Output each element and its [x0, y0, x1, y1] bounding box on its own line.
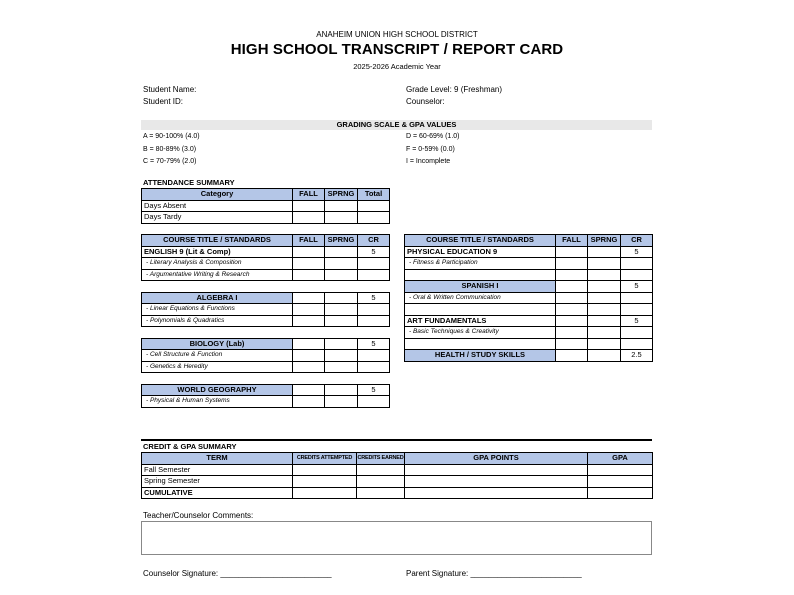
- table-row: [142, 476, 653, 488]
- col-credits-earned: CREDITS EARNED: [357, 453, 405, 465]
- col-total: Total: [358, 189, 390, 201]
- spacer-row: [142, 373, 390, 385]
- cell[interactable]: [556, 350, 588, 362]
- cell[interactable]: [293, 464, 357, 476]
- course-title-pe: PHYSICAL EDUCATION 9: [405, 246, 556, 258]
- cell[interactable]: [293, 200, 325, 212]
- cell[interactable]: [325, 292, 358, 304]
- standard-row: [142, 315, 390, 327]
- standard-label: - Oral & Written Communication: [405, 292, 556, 304]
- cell[interactable]: [293, 350, 325, 362]
- empty-row: [405, 269, 653, 281]
- cell[interactable]: [588, 487, 653, 499]
- col-fall: FALL: [293, 189, 325, 201]
- col-course-title: COURSE TITLE / STANDARDS: [142, 235, 293, 247]
- academic-year: 2025-2026 Academic Year: [353, 62, 441, 71]
- page-title: HIGH SCHOOL TRANSCRIPT / REPORT CARD: [230, 41, 564, 58]
- cell[interactable]: [325, 258, 358, 270]
- empty-row: [405, 338, 653, 350]
- col-spring: SPRNG: [588, 235, 621, 247]
- col-term: TERM: [142, 453, 293, 465]
- credits-pe: 5: [621, 246, 653, 258]
- standard-row: [142, 361, 390, 373]
- grading-scale-left: [143, 131, 200, 169]
- cell[interactable]: [357, 487, 405, 499]
- standard-row: [142, 269, 390, 281]
- days-absent-label: Days Absent: [142, 200, 293, 212]
- cell[interactable]: [358, 200, 390, 212]
- course-row-geography: [142, 384, 390, 396]
- cell[interactable]: [588, 464, 653, 476]
- col-category: Category: [142, 189, 293, 201]
- course-row-biology: [142, 338, 390, 350]
- standard-label: - Linear Equations & Functions: [142, 304, 293, 316]
- cell[interactable]: [588, 269, 621, 281]
- section-divider: [141, 439, 652, 441]
- cell[interactable]: [588, 476, 653, 488]
- cell[interactable]: [588, 258, 621, 270]
- course-title-biology: BIOLOGY (Lab): [142, 338, 293, 350]
- course-row-pe: [405, 246, 653, 258]
- cell[interactable]: [556, 246, 588, 258]
- courses-left-table: [141, 234, 390, 408]
- cell[interactable]: [293, 292, 325, 304]
- cell[interactable]: [358, 396, 390, 408]
- col-spring: SPRNG: [325, 235, 358, 247]
- cell[interactable]: [556, 269, 588, 281]
- cell[interactable]: [405, 487, 588, 499]
- standard-label: - Genetics & Heredity: [142, 361, 293, 373]
- cell[interactable]: [325, 350, 358, 362]
- grade-a: A = 90-100% (4.0): [143, 133, 200, 140]
- cell[interactable]: [325, 246, 358, 258]
- student-name-label: Student Name:: [143, 85, 197, 94]
- attendance-table: [141, 188, 390, 224]
- col-fall: FALL: [556, 235, 588, 247]
- cell[interactable]: [325, 304, 358, 316]
- course-title-algebra: ALGEBRA I: [142, 292, 293, 304]
- cell: [405, 304, 556, 316]
- grade-i: I = Incomplete: [406, 158, 451, 165]
- counselor-signature-line[interactable]: Counselor Signature: _________________________: [143, 569, 332, 578]
- course-title-art: ART FUNDAMENTALS: [405, 315, 556, 327]
- cell[interactable]: [325, 200, 358, 212]
- course-title-geography: WORLD GEOGRAPHY: [142, 384, 293, 396]
- cell[interactable]: [588, 304, 621, 316]
- standard-label: - Polynomials & Quadratics: [142, 315, 293, 327]
- standard-row: [142, 350, 390, 362]
- standard-row: [142, 396, 390, 408]
- cell[interactable]: [325, 315, 358, 327]
- table-row: [142, 200, 390, 212]
- student-id-label: Student ID:: [143, 97, 184, 106]
- cell[interactable]: [588, 338, 621, 350]
- course-row-health: [405, 350, 653, 362]
- cell[interactable]: [293, 304, 325, 316]
- col-credits-attempted: CREDITS ATTEMPTED: [293, 453, 357, 465]
- cell[interactable]: [588, 327, 621, 339]
- grading-scale-title: GRADING SCALE & GPA VALUES: [141, 120, 652, 130]
- cell[interactable]: [358, 315, 390, 327]
- standard-label: - Argumentative Writing & Research: [142, 269, 293, 281]
- cell[interactable]: [325, 338, 358, 350]
- days-tardy-label: Days Tardy: [142, 212, 293, 224]
- cell[interactable]: [293, 269, 325, 281]
- credits-biology: 5: [358, 338, 390, 350]
- term-spring: Spring Semester: [142, 476, 293, 488]
- cell[interactable]: [588, 281, 621, 293]
- cell[interactable]: [621, 292, 653, 304]
- cell[interactable]: [405, 476, 588, 488]
- parent-signature-line[interactable]: Parent Signature: _________________________: [406, 569, 582, 578]
- cell[interactable]: [405, 464, 588, 476]
- cell[interactable]: [293, 384, 325, 396]
- col-credits: CR: [621, 235, 653, 247]
- cell[interactable]: [293, 315, 325, 327]
- cell[interactable]: [556, 315, 588, 327]
- col-gpa-points: GPA POINTS: [405, 453, 588, 465]
- cell[interactable]: [357, 464, 405, 476]
- credits-art: 5: [621, 315, 653, 327]
- cell[interactable]: [556, 304, 588, 316]
- col-credits: CR: [358, 235, 390, 247]
- cell[interactable]: [358, 258, 390, 270]
- standard-label: - Fitness & Participation: [405, 258, 556, 270]
- cell[interactable]: [358, 361, 390, 373]
- course-row-english: [142, 246, 390, 258]
- credits-health: 2.5: [621, 350, 653, 362]
- table-row: [142, 212, 390, 224]
- standard-label: - Physical & Human Systems: [142, 396, 293, 408]
- course-title-health: HEALTH / STUDY SKILLS: [405, 350, 556, 362]
- cell[interactable]: [621, 269, 653, 281]
- cell[interactable]: [621, 304, 653, 316]
- cell[interactable]: [293, 487, 357, 499]
- credits-english: 5: [358, 246, 390, 258]
- col-course-title: COURSE TITLE / STANDARDS: [405, 235, 556, 247]
- standard-row: [405, 292, 653, 304]
- courses-right-table: [404, 234, 653, 362]
- attendance-header-row: [142, 189, 390, 201]
- cell[interactable]: [556, 292, 588, 304]
- grade-d: D = 60-69% (1.0): [406, 133, 460, 140]
- cell[interactable]: [325, 269, 358, 281]
- course-row-art: [405, 315, 653, 327]
- table-row: [142, 487, 653, 499]
- table-row: [142, 464, 653, 476]
- cell[interactable]: [358, 350, 390, 362]
- term-fall: Fall Semester: [142, 464, 293, 476]
- col-gpa: GPA: [588, 453, 653, 465]
- course-row-spanish: [405, 281, 653, 293]
- cell[interactable]: [325, 396, 358, 408]
- cell[interactable]: [293, 246, 325, 258]
- credit-summary-title: CREDIT & GPA SUMMARY: [143, 442, 237, 451]
- cell[interactable]: [325, 361, 358, 373]
- cell[interactable]: [293, 476, 357, 488]
- counselor-label: Counselor:: [406, 97, 445, 106]
- course-title-spanish: SPANISH I: [405, 281, 556, 293]
- credit-header-row: [142, 453, 653, 465]
- standard-label: - Literary Analysis & Composition: [142, 258, 293, 270]
- cell[interactable]: [293, 258, 325, 270]
- cell[interactable]: [588, 315, 621, 327]
- standard-row: [405, 327, 653, 339]
- courses-left-header-row: [142, 235, 390, 247]
- standard-row: [142, 304, 390, 316]
- credits-geography: 5: [358, 384, 390, 396]
- cell: [405, 269, 556, 281]
- cell: [405, 338, 556, 350]
- credits-algebra: 5: [358, 292, 390, 304]
- cell[interactable]: [325, 212, 358, 224]
- district-name: ANAHEIM UNION HIGH SCHOOL DISTRICT: [316, 30, 478, 39]
- comments-box[interactable]: [141, 521, 652, 555]
- cell[interactable]: [293, 212, 325, 224]
- cell[interactable]: [588, 350, 621, 362]
- col-spring: SPRNG: [325, 189, 358, 201]
- cell[interactable]: [556, 258, 588, 270]
- standard-label: - Basic Techniques & Creativity: [405, 327, 556, 339]
- grading-scale-right: [406, 131, 460, 169]
- cell[interactable]: [621, 327, 653, 339]
- standard-label: - Cell Structure & Function: [142, 350, 293, 362]
- cell[interactable]: [556, 327, 588, 339]
- cell[interactable]: [293, 338, 325, 350]
- standard-row: [405, 258, 653, 270]
- empty-row: [405, 304, 653, 316]
- grade-level-label: Grade Level: 9 (Freshman): [406, 85, 503, 94]
- credit-summary-table: [141, 452, 653, 499]
- cell[interactable]: [358, 212, 390, 224]
- attendance-title: ATTENDANCE SUMMARY: [143, 178, 235, 187]
- spacer-row: [142, 327, 390, 339]
- cell[interactable]: [293, 361, 325, 373]
- cell[interactable]: [556, 281, 588, 293]
- course-row-algebra: [142, 292, 390, 304]
- cell[interactable]: [556, 338, 588, 350]
- courses-right-header-row: [405, 235, 653, 247]
- standard-row: [142, 258, 390, 270]
- credits-spanish: 5: [621, 281, 653, 293]
- cell[interactable]: [358, 304, 390, 316]
- spacer-row: [142, 281, 390, 293]
- col-fall: FALL: [293, 235, 325, 247]
- course-title-english: ENGLISH 9 (Lit & Comp): [142, 246, 293, 258]
- grade-c: C = 70-79% (2.0): [143, 158, 197, 165]
- cell[interactable]: [621, 258, 653, 270]
- comments-label: Teacher/Counselor Comments:: [143, 511, 254, 520]
- cell[interactable]: [358, 269, 390, 281]
- grade-b: B = 80-89% (3.0): [143, 145, 197, 153]
- cell[interactable]: [588, 246, 621, 258]
- cell[interactable]: [293, 396, 325, 408]
- cell[interactable]: [621, 338, 653, 350]
- grade-f: F = 0-59% (0.0): [406, 145, 455, 153]
- cell[interactable]: [325, 384, 358, 396]
- cell[interactable]: [588, 292, 621, 304]
- cell[interactable]: [357, 476, 405, 488]
- term-cumulative: CUMULATIVE: [142, 487, 293, 499]
